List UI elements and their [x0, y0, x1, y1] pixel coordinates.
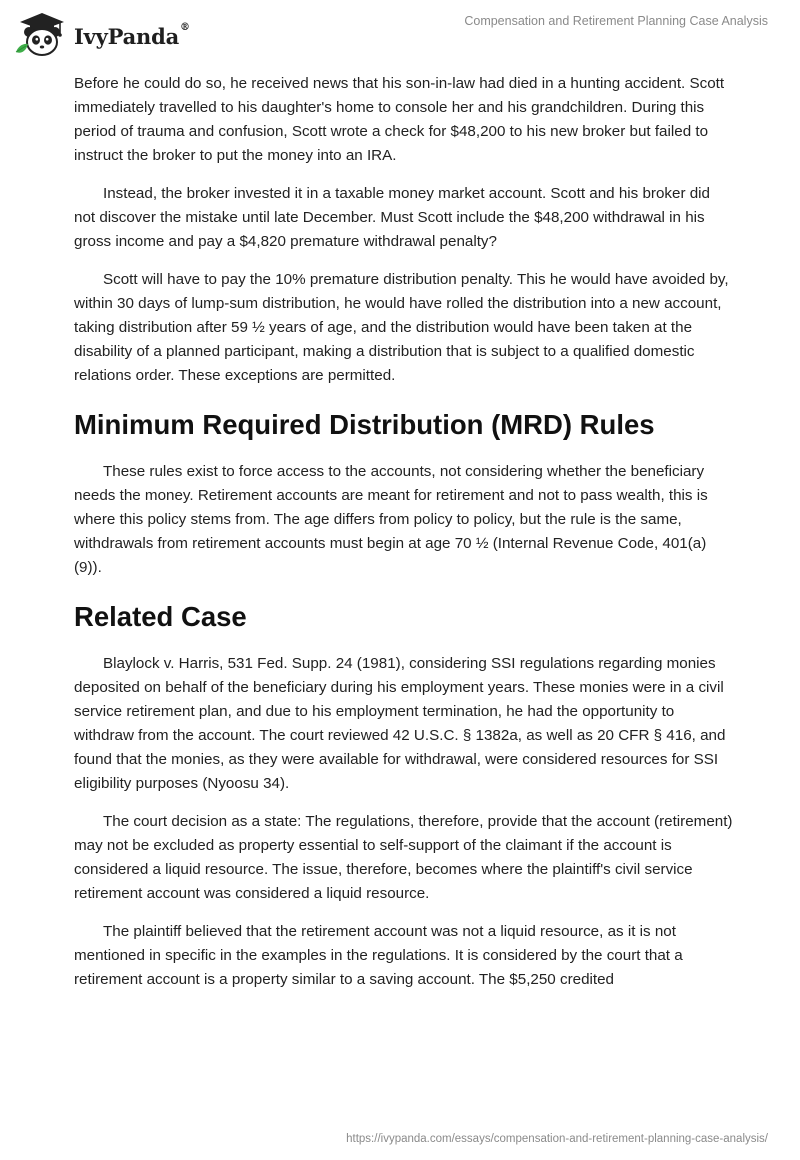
paragraph: Instead, the broker invested it in a taxable money market account. Scott and his broker did not discover the mistake until late December. Must Scott include the $48,200 withdrawal in his gross income and pay a $4,820 premature withdrawal penalty?: [74, 185, 710, 250]
paragraph: The court decision as a state: The regulations, therefore, provide that the account (retirement) may not be excluded as property essential to self-support of the claimant if the account is considered a liquid resource. The issue, therefore, becomes where the plaintiff's civil service retirement account was considered a liquid resource.: [74, 813, 733, 902]
essay-content: [74, 72, 734, 1006]
section-heading-mrd: Minimum Required Distribution (MRD) Rules: [74, 409, 655, 440]
paragraph: Scott will have to pay the 10% premature distribution penalty. This he would have avoided by, within 30 days of lump-sum distribution, he would have rolled the distribution into a new account, taking distribution after 59 ½ years of age, and the distribution would have been taken at the disability of a planned participant, making a distribution that is subject to a qualified domestic relations order. These exceptions are permitted.: [74, 271, 729, 384]
paragraph: The plaintiff believed that the retirement account was not a liquid resource, as it is not mentioned in specific in the examples in the regulations. It is considered by the court that a retirement account is a property similar to a saving account. The $5,250 credited: [74, 923, 683, 988]
source-url-link[interactable]: https://ivypanda.com/essays/compensation-and-retirement-planning-case-analysis/: [346, 1133, 768, 1145]
page-header: [0, 0, 800, 70]
document-title: Compensation and Retirement Planning Case Analysis: [464, 14, 768, 28]
panda-graduate-icon: [12, 8, 68, 60]
paragraph: Before he could do so, he received news that his son-in-law had died in a hunting accident. Scott immediately travelled to his daughter's home to console her and his grandchildren. During this period of trauma and confusion, Scott wrote a check for $48,200 to his new broker but failed to instruct the broker to put the money into an IRA.: [74, 75, 725, 164]
logo-text: IvyPanda®: [74, 21, 190, 49]
paragraph: Blaylock v. Harris, 531 Fed. Supp. 24 (1981), considering SSI regulations regarding monies deposited on behalf of the beneficiary during his employment years. These monies were in a civil service retirement plan, and due to his employment termination, he had the opportunity to withdraw from the account. The court reviewed 42 U.S.C. § 1382a, as well as 20 CFR § 416, and found that the monies, as they were available for withdrawal, were considered resources for SSI eligibility purposes (Nyoosu 34).: [74, 655, 726, 792]
ivypanda-logo[interactable]: [12, 8, 190, 60]
paragraph: These rules exist to force access to the accounts, not considering whether the beneficiary needs the money. Retirement accounts are meant for retirement and not to pass wealth, this is where this policy stems from. The age differs from policy to policy, but the rule is the same, withdrawals from retirement accounts must begin at age 70 ½ (Internal Revenue Code, 401(a) (9)).: [74, 463, 708, 576]
section-heading-related-case: Related Case: [74, 601, 247, 632]
